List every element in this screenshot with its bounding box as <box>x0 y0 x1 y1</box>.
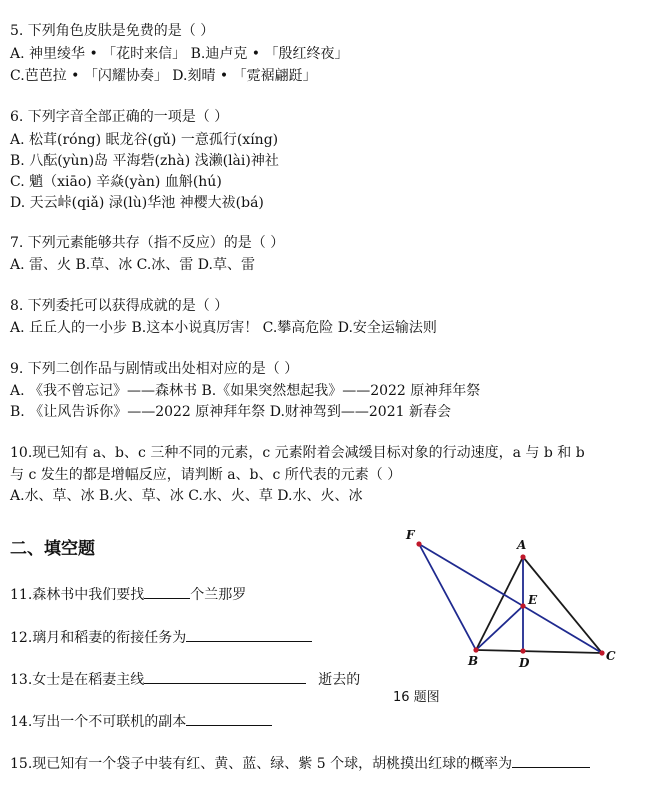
q6-stem: 6. 下列字音全部正确的一项是（ ） <box>10 109 229 125</box>
point-c <box>599 650 604 655</box>
q5-stem: 5. 下列角色皮肤是免费的是（ ） <box>10 23 215 39</box>
q9-option-bd: B. 《让风告诉你》——2022 原神拜年祭 D.财神驾到——2021 新春会 <box>10 404 451 420</box>
q12-line <box>10 627 312 647</box>
point-d <box>520 648 525 653</box>
q9-stem: 9. 下列二创作品与剧情或出处相对应的是（ ） <box>10 361 299 377</box>
label-d: D <box>519 656 530 670</box>
segment-bc <box>476 650 602 653</box>
label-a: A <box>517 538 527 552</box>
point-b <box>473 647 478 652</box>
label-f: F <box>406 528 415 542</box>
q12-text: 12.璃月和稻妻的衔接任务为 <box>10 630 187 646</box>
q6-option-d: D. 天云峠(qiǎ) 渌(lù)华池 神樱大祓(bá) <box>10 195 264 211</box>
segment-be <box>476 606 523 650</box>
point-a <box>520 554 525 559</box>
q11-text: 11.森林书中我们要找 <box>10 587 145 603</box>
q11-line <box>10 584 246 604</box>
q14-line <box>10 711 272 731</box>
q10-stem-line1: 10.现已知有 a、b、c 三种不同的元素，c 元素附着会减缓目标对象的行动速度，a 与 b 和 b <box>10 445 585 461</box>
q8-stem: 8. 下列委托可以获得成就的是（ ） <box>10 298 229 314</box>
q6-option-c: C. 魈（xiāo) 辛焱(yàn) 血斛(hú) <box>10 174 222 190</box>
q13-answer-blank[interactable] <box>144 669 306 684</box>
q10-options: A.水、草、冰 B.火、草、冰 C.水、火、草 D.水、火、冰 <box>10 488 363 504</box>
q14-answer-blank[interactable] <box>186 711 272 726</box>
q5-option-ab: A. 神里绫华 • 「花时来信」 B.迪卢克 • 「殷红终夜」 <box>10 46 349 62</box>
segment-fc <box>419 544 602 653</box>
segment-fb <box>419 544 476 650</box>
point-e <box>520 603 525 608</box>
q15-answer-blank[interactable] <box>512 753 590 768</box>
q7-stem: 7. 下列元素能够共存（指不反应）的是（ ） <box>10 235 285 251</box>
q13-text: 13.女士是在稻妻主线 <box>10 672 145 688</box>
q15-text: 15.现已知有一个袋子中装有红、黄、蓝、绿、紫 5 个球，胡桃摸出红球的概率为 <box>10 756 513 772</box>
q5-option-cd: C.芭芭拉 • 「闪耀协奏」 D.刻晴 • 「霓裾翩跹」 <box>10 68 317 84</box>
q12-answer-blank[interactable] <box>186 627 312 642</box>
q6-option-b: B. 八酝(yùn)岛 平海砦(zhà) 浅濑(lài)神社 <box>10 153 279 169</box>
figure-caption: 16 题图 <box>393 690 440 705</box>
q11-answer-blank[interactable] <box>144 584 190 599</box>
segment-ab <box>476 557 523 650</box>
q15-line <box>10 753 590 773</box>
label-b: B <box>468 654 479 668</box>
q13-line <box>10 669 360 689</box>
point-f <box>416 541 421 546</box>
q6-option-a: A. 松茸(róng) 眠龙谷(gǔ) 一意孤行(xíng) <box>10 132 279 148</box>
section-title: 二、填空题 <box>10 539 95 559</box>
q13-text-after: 逝去的 <box>318 672 361 688</box>
q11-text-after: 个兰那罗 <box>190 587 247 603</box>
q10-stem-line2: 与 c 发生的都是增幅反应，请判断 a、b、c 所代表的元素（ ） <box>10 467 402 483</box>
geometry-figure <box>396 522 626 682</box>
q9-option-ab: A. 《我不曾忘记》——森林书 B.《如果突然想起我》——2022 原神拜年祭 <box>10 383 481 399</box>
label-c: C <box>606 649 616 663</box>
q14-text: 14.写出一个不可联机的副本 <box>10 714 187 730</box>
q7-options: A. 雷、火 B.草、冰 C.冰、雷 D.草、雷 <box>10 257 255 273</box>
label-e: E <box>528 593 538 607</box>
q8-options: A. 丘丘人的一小步 B.这本小说真厉害！ C.攀高危险 D.安全运输法则 <box>10 320 437 336</box>
